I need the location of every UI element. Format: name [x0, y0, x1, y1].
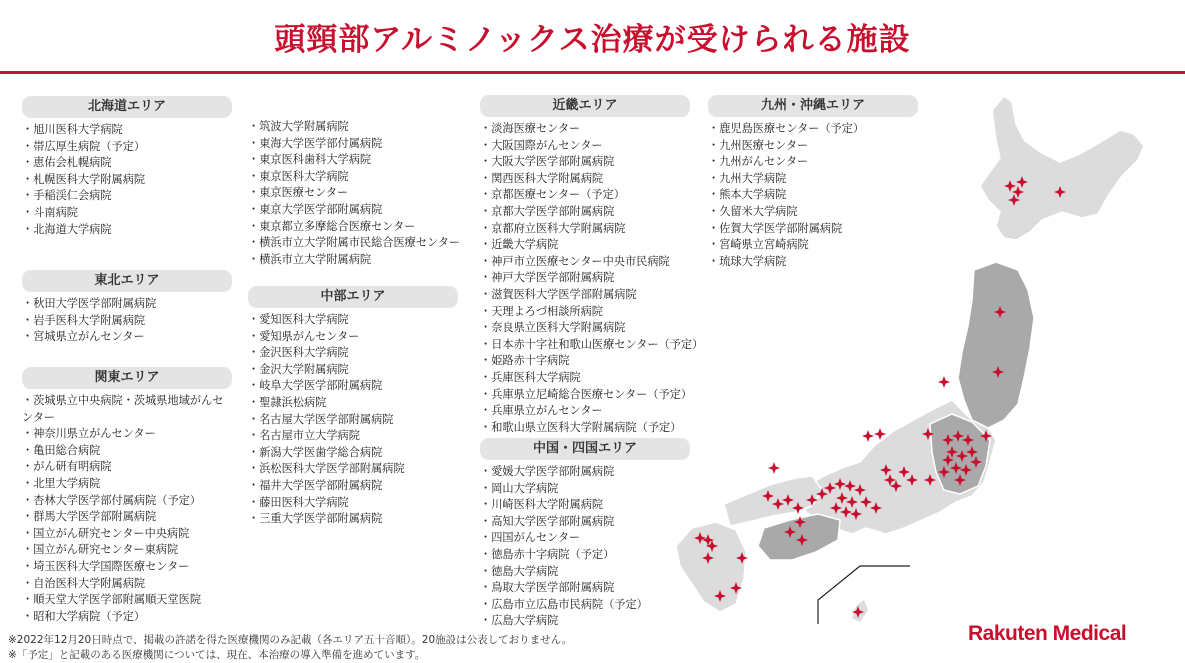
footnote-1: ※2022年12月20日時点で、掲載の許諾を得た医療機関のみ記載（各エリア五十音順）。20施設は公表しておりません。 [8, 634, 573, 646]
facility-item: ・京都大学医学部附属病院 [480, 204, 615, 218]
facility-item: ・国立がん研究センター中央病院 [22, 526, 190, 540]
region-chubu [248, 286, 458, 528]
facility-item: ・浜松医科大学医学部附属病院 [248, 462, 405, 476]
facility-item: ・京都府立医科大学附属病院 [480, 221, 626, 235]
facility-item: ・和歌山県立医科大学附属病院（予定） [480, 420, 682, 434]
facility-item: ・九州大学病院 [708, 171, 787, 185]
facility-item: ・神戸市立医療センター中央市民病院 [480, 254, 670, 268]
facility-item: ・旭川医科大学病院 [22, 123, 123, 136]
facility-item: ・宮崎県立宮崎病院 [708, 238, 809, 252]
facility-list-kanto [22, 393, 232, 625]
facility-item: ・筑波大学附属病院 [248, 120, 349, 133]
map-hokkaido [980, 96, 1144, 240]
facility-item: ・神奈川県立がんセンター [22, 427, 156, 441]
facility-marker-icon [862, 430, 874, 442]
facility-item: ・亀田総合病院 [22, 443, 101, 457]
facility-item: ・藤田医科大学病院 [248, 495, 349, 509]
facility-item: ・大阪国際がんセンター [480, 138, 603, 152]
facility-item: ・川崎医科大学附属病院 [480, 498, 604, 512]
facility-item: ・九州がんセンター [708, 155, 809, 169]
facility-item: ・横浜市立大学附属市民総合医療センター [248, 236, 461, 250]
facility-item: ・愛知医科大学病院 [248, 313, 349, 326]
japan-map [640, 80, 1185, 640]
facility-item: ・三重大学医学部附属病院 [248, 512, 383, 526]
facility-item: ・聖隷浜松病院 [248, 395, 327, 409]
facility-item: ・佐賀大学医学部附属病院 [708, 221, 843, 235]
facility-item: ・金沢大学附属病院 [248, 362, 349, 376]
facility-item: ・久留米大学病院 [708, 204, 798, 218]
facility-item: ・福井大学医学部附属病院 [248, 478, 383, 492]
facility-item: ・自治医科大学附属病院 [22, 576, 146, 590]
facility-item: ・日本赤十字社和歌山医療センター（予定） [480, 337, 704, 351]
facility-item: ・淡海医療センター [480, 122, 581, 135]
facility-item: ・岩手医科大学附属病院 [22, 313, 146, 327]
facility-item: ・四国がんセンター [480, 531, 581, 545]
region-kanto-continued [248, 115, 473, 268]
facility-item: ・兵庫県立尼崎総合医療センター（予定） [480, 387, 693, 401]
facility-item: ・横浜市立大学附属病院 [248, 252, 372, 266]
facility-item: ・広島市立広島市民病院（予定） [480, 597, 648, 611]
facility-item: ・姫路赤十字病院 [480, 354, 570, 368]
facility-item: ・京都医療センター（予定） [480, 188, 625, 202]
facility-marker-icon [768, 462, 780, 474]
facility-item: ・東京大学医学部附属病院 [248, 202, 383, 216]
facility-item: ・兵庫医科大学病院 [480, 370, 581, 384]
facility-item: ・東京医科大学病院 [248, 169, 349, 183]
region-header-tohoku: 東北エリア [22, 270, 232, 292]
map-tohoku [958, 262, 1034, 428]
facility-item: ・滋賀医科大学医学部附属病院 [480, 287, 637, 301]
facility-item: ・帯広厚生病院（予定） [22, 139, 146, 153]
region-header-kanto: 関東エリア [22, 367, 232, 389]
facility-item: ・埼玉医科大学国際医療センター [22, 559, 190, 573]
title-divider [0, 71, 1185, 74]
page-title: 頭頸部アルミノックス治療が受けられる施設 [274, 22, 911, 58]
region-header-chugoku-shikoku: 中国・四国エリア [480, 438, 690, 460]
facility-item: ・金沢医科大学病院 [248, 346, 349, 360]
facility-item: ・琉球大学病院 [708, 254, 787, 268]
facility-item: ・高知大学医学部附属病院 [480, 514, 615, 528]
facility-item: ・群馬大学医学部附属病院 [22, 510, 157, 524]
facility-item: ・東海大学医学部付属病院 [248, 136, 383, 150]
facility-item: ・順天堂大学医学部附属順天堂医院 [22, 593, 202, 607]
facility-item: ・恵佑会札幌病院 [22, 156, 112, 170]
facility-item: ・斗南病院 [22, 205, 78, 219]
facility-item: ・岡山大学病院 [480, 481, 559, 495]
facility-item: ・北里大学病院 [22, 476, 101, 490]
facility-item: ・鳥取大学医学部附属病院 [480, 581, 615, 595]
facility-item: ・岐阜大学医学部附属病院 [248, 379, 383, 393]
facility-item: ・天理よろづ相談所病院 [480, 304, 603, 318]
facility-item: ・茨城県立中央病院・茨城県地域がんセンター [22, 394, 224, 424]
facility-list-kanto-continued [248, 119, 473, 268]
facility-item: ・兵庫県立がんセンター [480, 404, 603, 418]
facility-item: ・手稲渓仁会病院 [22, 189, 112, 203]
facility-list-chubu [248, 312, 458, 528]
facility-item: ・九州医療センター [708, 138, 809, 152]
facility-item: ・愛媛大学医学部附属病院 [480, 465, 615, 478]
facility-marker-icon [938, 376, 950, 388]
map-kyushu [676, 522, 746, 612]
facility-item: ・北海道大学病院 [22, 222, 112, 236]
region-header-kinki: 近畿エリア [480, 95, 690, 117]
facility-item: ・秋田大学医学部附属病院 [22, 297, 157, 310]
facility-item: ・神戸大学医学部附属病院 [480, 271, 615, 285]
region-header-chubu: 中部エリア [248, 286, 458, 308]
facility-list-tohoku [22, 296, 232, 346]
region-header-kyushu-okinawa: 九州・沖縄エリア [708, 95, 918, 117]
facility-item: ・熊本大学病院 [708, 188, 787, 202]
facility-item: ・広島大学病院 [480, 614, 559, 628]
region-hokkaido [22, 96, 232, 238]
facility-item: ・東京医療センター [248, 186, 349, 200]
facility-item: ・徳島赤十字病院（予定） [480, 547, 615, 561]
facility-item: ・奈良県立医科大学附属病院 [480, 321, 626, 335]
facility-item: ・杏林大学医学部付属病院（予定） [22, 493, 202, 507]
facility-item: ・関西医科大学附属病院 [480, 171, 604, 185]
region-tohoku [22, 270, 232, 346]
facility-item: ・名古屋市立大学病院 [248, 429, 360, 443]
facility-item: ・がん研有明病院 [22, 460, 112, 474]
facility-item: ・新潟大学医歯学総合病院 [248, 445, 383, 459]
facility-item: ・愛知県がんセンター [248, 329, 360, 343]
facility-item: ・近畿大学病院 [480, 238, 559, 252]
facility-item: ・国立がん研究センター東病院 [22, 543, 179, 557]
facility-item: ・名古屋大学医学部附属病院 [248, 412, 394, 426]
facility-list-hokkaido [22, 122, 232, 238]
facility-item: ・昭和大学病院（予定） [22, 609, 146, 623]
footnote-2: ※「予定」と記載のある医療機関については、現在、本治療の導入準備を進めています。 [8, 649, 426, 661]
facility-item: ・大阪大学医学部附属病院 [480, 155, 615, 169]
facility-item: ・宮城県立がんセンター [22, 330, 145, 344]
region-header-hokkaido: 北海道エリア [22, 96, 232, 118]
facility-item: ・東京都立多摩総合医療センター [248, 219, 416, 233]
rakuten-medical-logo: Rakuten Medical [968, 622, 1127, 645]
facility-item: ・徳島大学病院 [480, 564, 559, 578]
region-kanto [22, 367, 232, 625]
facility-item: ・鹿児島医療センター（予定） [708, 122, 865, 135]
facility-item: ・札幌医科大学附属病院 [22, 172, 146, 186]
facility-item: ・東京医科歯科大学病院 [248, 153, 372, 167]
